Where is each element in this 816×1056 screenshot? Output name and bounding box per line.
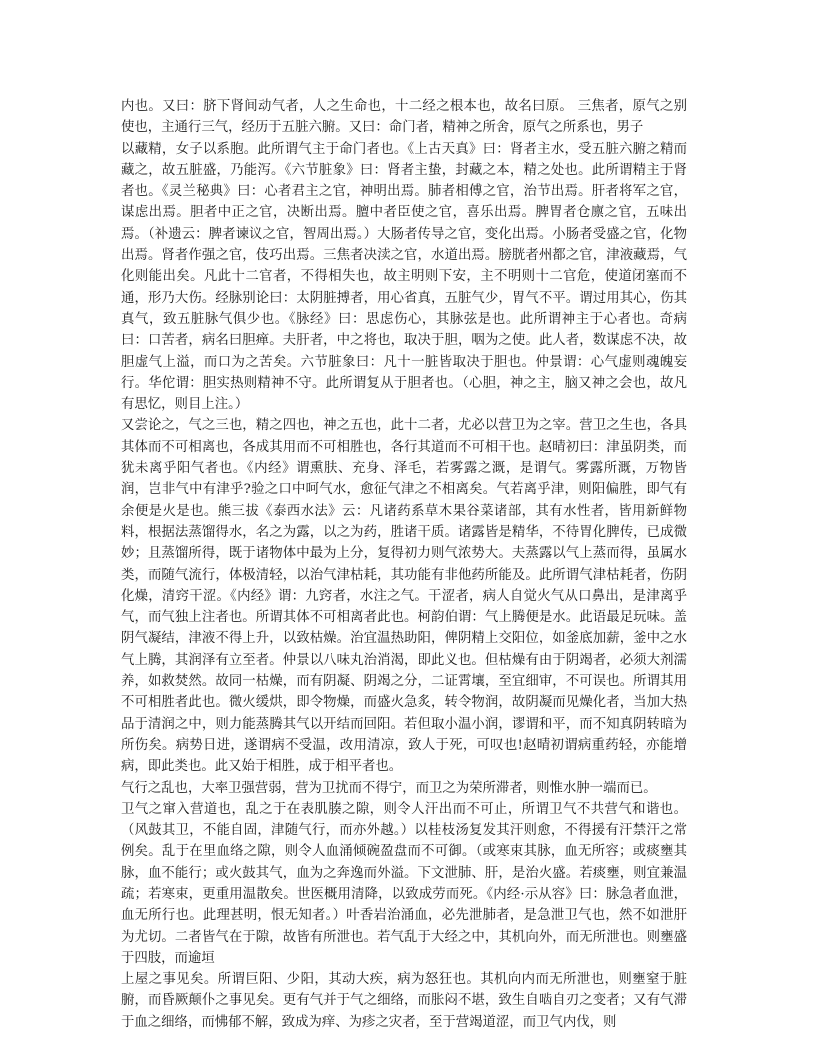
- paragraph: 上屋之事见矣。所谓巨阳、少阳，其动大疾，病为怒狂也。其机向内而无所泄也，则壅窒于脏腑，而昏厥颠仆之事见矣。更有气并于气之细络，而胀闷不堪，致生自啮自刃之变者；又有气滞于血之细络，而怫郁不解，致成为痒、为疹之灾者，至于营竭道涩，而卫气内伐，则: [121, 972, 687, 1030]
- paragraph: 又尝论之，气之三也，精之四也，神之五也，此十二者，尤必以营卫为之宰。营卫之生也，各具其体而不可相离也，各成其用而不可相胜也，各行其道而不可相干也。赵晴初曰：津虽阴类，而犹未离乎阳气者也。《内经》谓熏肤、充身、泽毛，若雾露之溉，是谓气。雾露所溉，万物皆润，岂非气中有津乎?验之口中呵气水，愈征气津之不相离矣。气若离乎津，则阳偏胜，即气有余便是火是也。熊三拔《泰西水法》云：凡诸药系草木果谷菜诸部，其有水性者，皆用新鲜物料，根据法蒸馏得水，名之为露，以之为药，胜诸干质。诸露皆是精华，不待胃化脾传，已成微妙；且蒸馏所得，既于诸物体中最为上分，复得初力则气浓势大。夫蒸露以气上蒸而得，虽属水类，而随气流行，体极清轻，以治气津枯耗，其功能有非他药所能及。此所谓气津枯耗者，伤阴化燥，清窍干涩。《内经》谓：九窍者，水注之气。干涩者，病人自觉火气从口鼻出，是津离乎气，而气独上注者也。所谓其体不可相离者此也。柯韵伯谓：气上腾便是水。此语最足玩味。盖阴气凝结，津液不得上升，以致枯燥。治宜温热助阳，俾阴精上交阳位，如釜底加薪，釜中之水气上腾，其润泽有立至者。仲景以八味丸治消渴，即此义也。但枯燥有由于阴竭者，必须大剂濡养，如救焚然。故同一枯燥，而有阴凝、阴竭之分，二证霄壤，至宜细审，不可误也。所谓其用不可相胜者此也。微火缓烘，即令物燥，而盛火急炙，转令物润，故阴凝而见燥化者，当加大热品于清润之中，则力能蒸腾其气以开结而回阳。若但取小温小润，谬谓和平，而不知真阴转暗为所伤矣。病势日进，遂谓病不受温，改用清凉，致人于死，可叹也!赵晴初谓病重药轻，亦能增病，即此类也。此又始于相胜，成于相平者也。: [121, 418, 687, 775]
- paragraph: 气行之乱也，大率卫强营弱，营为卫扰而不得宁，而卫之为荣所滞者，则惟水肿一端而已。: [121, 780, 657, 796]
- paragraph: 卫气之窜入营道也，乱之于在表肌腠之隙，则令人汗出而不可止，所谓卫气不共营气和谐也。（风鼓其卫，不能自固，津随气行，而亦外越。）以桂枝汤复发其汗则愈，不得援有汗禁汗之常例矣。乱于在里血络之隙，则令人血涌倾碗盈盘而不可御。（或寒束其脉，血无所容；或痰壅其脉，血不能行；或火鼓其气，血为之奔逸而外溢。下文泄肺、肝，是治火盛。若痰壅，则宜兼温疏；若寒束，更重用温散矣。世医概用清降，以致成劳而死。《内经·示从容》曰：脉急者血泄，血无所行也。此理甚明，恨无知者。）叶香岩治涌血，必先泄肺者，是急泄卫气也，然不如泄肝为尤切。二者皆气在于隙，故皆有所泄也。若气乱于大经之中，其机向外，而无所泄也。则壅盛于四肢，而逾垣: [121, 801, 687, 966]
- paragraph: 以藏精，女子以系胞。此所谓气主于命门者也。《上古天真》曰：肾者主水，受五脏六腑之精而藏之，故五脏盛，乃能泻。《六节脏象》曰：肾者主蛰，封藏之本，精之处也。此所谓精主于肾者也。《灵兰秘典》曰：心者君主之官，神明出焉。肺者相傅之官，治节出焉。肝者将军之官，谋虑出焉。胆者中正之官，决断出焉。膻中者臣使之官，喜乐出焉。脾胃者仓廪之官，五味出焉。（补遗云：脾者谏议之官，智周出焉。）大肠者传导之官，变化出焉。小肠者受盛之官，化物出焉。肾者作强之官，伎巧出焉。三焦者决渎之官，水道出焉。膀胱者州都之官，津液藏焉，气化则能出矣。凡此十二官者，不得相失也，故主明则下安，主不明则十二官危，使道闭塞而不通，形乃大伤。经脉别论曰：太阴脏搏者，用心省真，五脏气少，胃气不平。谓过用其心，伤其真气，致五脏脉气俱少也。《脉经》曰：思虑伤心，其脉弦是也。此所谓神主于心者也。奇病曰：口苦者，病名曰胆瘅。夫肝者，中之将也，取决于胆，咽为之使。此人者，数谋虑不决，故胆虚气上溢，而口为之苦矣。六节脏象曰：凡十一脏皆取决于胆也。仲景谓：心气虚则魂魄妄行。华佗谓：胆实热则精神不守。此所谓复从于胆者也。（心胆，神之主，脑又神之会也，故凡有思忆，则目上注。）: [121, 141, 687, 413]
- paragraph: 内也。又曰：脐下肾间动气者，人之生命也，十二经之根本也，故名曰原。 三焦者，原气之别使也，主通行三气，经历于五脏六腑。又曰：命门者，精神之所舍，原气之所系也，男子: [121, 99, 687, 136]
- document-page: [121, 96, 687, 1033]
